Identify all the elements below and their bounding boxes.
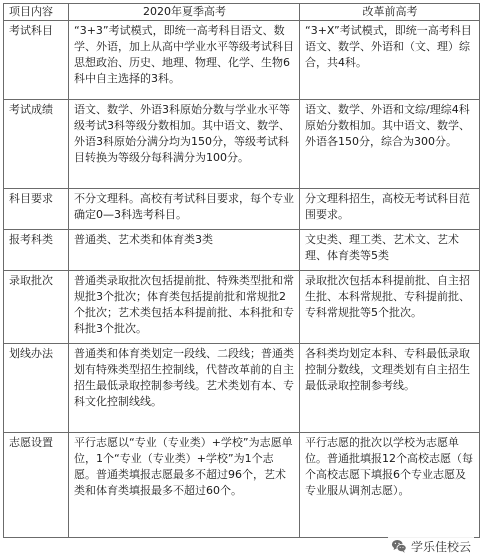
row-new-cell: 平行志愿以“专业（专业类）+学校”为志愿单位，1个“专业（专业类）+学校”为1个志愿。普通类填报志愿最多不超过96个，艺术类和体育类填报最多不超过60个。 [69,433,300,538]
watermark [388,536,474,556]
table-row [4,21,480,100]
row-old-cell: 各科类均划定本科、专科最低录取控制分数线，文理类划有自主招生最低录取控制参考线。 [300,344,480,433]
row-new-cell: “3+3”考试模式，即统一高考科目语文、数学、外语，加上从高中学业水平等级考试科目思想政治、历史、地理、物理、化学、生物6科中自主选择的3科。 [69,21,300,100]
row-old-cell: 文史类、理工类、艺术文、艺术理、体育类等5类 [300,230,480,271]
row-item-label: 考试科目 [4,21,69,100]
row-new-cell: 不分文理科。高校有考试科目要求，每个专业确定0—3科选考科目。 [69,189,300,230]
header-item: 项目内容 [4,4,69,21]
row-old-cell: 录取批次包括本科提前批、自主招生批、本科常规批、专科提前批、专科常规批等5个批次。 [300,271,480,344]
row-item-label: 科目要求 [4,189,69,230]
table-row [4,271,480,344]
row-item-label: 录取批次 [4,271,69,344]
table-header-row [4,4,480,21]
row-item-label: 考试成绩 [4,100,69,189]
row-old-cell: 平行志愿的批次以学校为志愿单位。普通批填报12个高校志愿（每个高校志愿下填报6个专业志愿及专业服从调剂志愿）。 [300,433,480,538]
row-new-cell: 普通类、艺术类和体育类3类 [69,230,300,271]
table-row [4,100,480,189]
row-old-cell: 分文理科招生，高校无考试科目范围要求。 [300,189,480,230]
table-row [4,189,480,230]
row-item-label: 志愿设置 [4,433,69,538]
row-new-cell: 语文、数学、外语3科原始分数与学业水平等级考试3科等级分数相加。其中语文、数学、外语3科原始分满分均为150分，等级考试科目转换为等级分每科满分为100分。 [69,100,300,189]
row-old-cell: 语文、数学、外语和文综/理综4科原始分数相加。其中语文、数学、外语各150分，综合为300分。 [300,100,480,189]
header-old-exam: 改革前高考 [300,4,480,21]
wechat-logo-icon [391,538,407,554]
comparison-table [3,3,480,538]
header-new-exam: 2020年夏季高考 [69,4,300,21]
row-new-cell: 普通类和体育类划定一段线、二段线；普通类划有特殊类型招生控制线，代替改革前的自主招生最低录取控制参考线。艺术类划有本、专科文化控制线线。 [69,344,300,433]
watermark-text: 学乐佳校云 [410,539,471,554]
row-new-cell: 普通类录取批次包括提前批、特殊类型批和常规批3个批次；体育类包括提前批和常规批2个批次；艺术类包括本科提前批、本科批和专科批3个批次。 [69,271,300,344]
table-row [4,433,480,538]
table-row [4,230,480,271]
row-item-label: 划线办法 [4,344,69,433]
table-row [4,344,480,433]
row-item-label: 报考科类 [4,230,69,271]
row-old-cell: “3+X”考试模式，即统一高考科目语文、数学、外语和（文、理）综合，共4科。 [300,21,480,100]
